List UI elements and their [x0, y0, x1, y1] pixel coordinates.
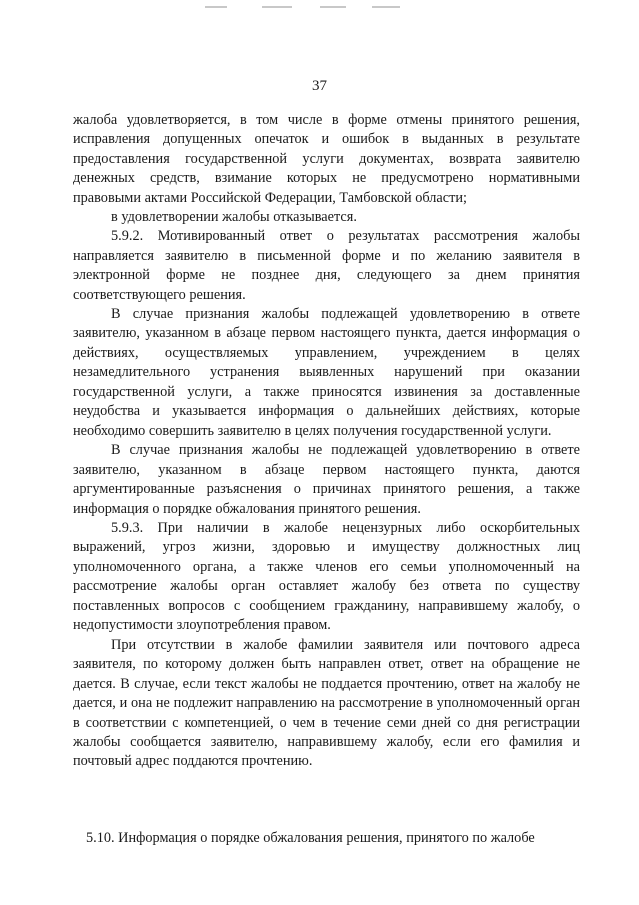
paragraph-no-address: При отсутствии в жалобе фамилии заявителя или почтового адреса заявителя, по которому должен быть направлен ответ, ответ на обращение не дается. В случае, если текст жалобы не поддается прочтению, ответ на жалобу не дается, и она не подлежит направлению на рассмотрение в уполномоченный орган в соответствии с компетенцией, о чем в течение семи дней со дня регистрации жалобы сообщается заявителю, направившему жалобу, если его фамилия и почтовый адрес поддаются прочтению.: [73, 636, 580, 770]
paragraph-complaint-satisfied: жалоба удовлетворяется, в том числе в форме отмены принятого решения, исправления допущенных опечаток и ошибок в выданных в результате предоставления государственной услуги документах, возврата заявителю денежных средств, взимание которых не предусмотрено нормативными правовыми актами Российской Федерации, Тамбовской области;: [73, 112, 580, 206]
paragraph-satisfaction-answer: В случае признания жалобы подлежащей удовлетворению в ответе заявителю, указанном в абзаце первом настоящего пункта, дается информация о действиях, осуществляемых управлением, учреждением в целях незамедлительного устранения выявленных нарушений при оказании государственной услуги, а также приносятся извинения за доставленные неудобства и указывается информация о дальнейших действиях, которые необходимо совершить заявителю в целях получения государственной услуги.: [73, 306, 580, 439]
scan-artifact-line: [320, 6, 346, 8]
section-heading-5-10: 5.10. Информация о порядке обжалования решения, принятого по жалобе: [86, 830, 535, 846]
scan-artifact-line: [372, 6, 400, 8]
document-body: [73, 111, 580, 772]
paragraph-complaint-refused: в удовлетворении жалобы отказывается.: [111, 208, 357, 225]
paragraph-refusal-answer: В случае признания жалобы не подлежащей удовлетворению в ответе заявителю, указанном в абзаце первом настоящего пункта, даются аргументированные разъяснения о причинах принятого решения, а также информация о порядке обжалования принятого решения.: [73, 442, 580, 517]
paragraph-5-9-2: 5.9.2. Мотивированный ответ о результатах рассмотрения жалобы направляется заявителю в письменной форме и по желанию заявителя в электронной форме не позднее дня, следующего за днем принятия соответствующего решения.: [73, 228, 580, 303]
paragraph-5-9-3: 5.9.3. При наличии в жалобе нецензурных либо оскорбительных выражений, угроз жизни, здоровью и имуществу должностных лиц уполномоченного органа, а также членов его семьи уполномоченный на рассмотрение жалобы орган оставляет жалобу без ответа по существу поставленных вопросов с сообщением гражданину, направившему жалобу, о недопустимости злоупотребления правом.: [73, 520, 580, 634]
scan-artifact-line: [205, 6, 227, 8]
scan-artifact-line: [262, 6, 292, 8]
page-number: 37: [312, 78, 327, 94]
